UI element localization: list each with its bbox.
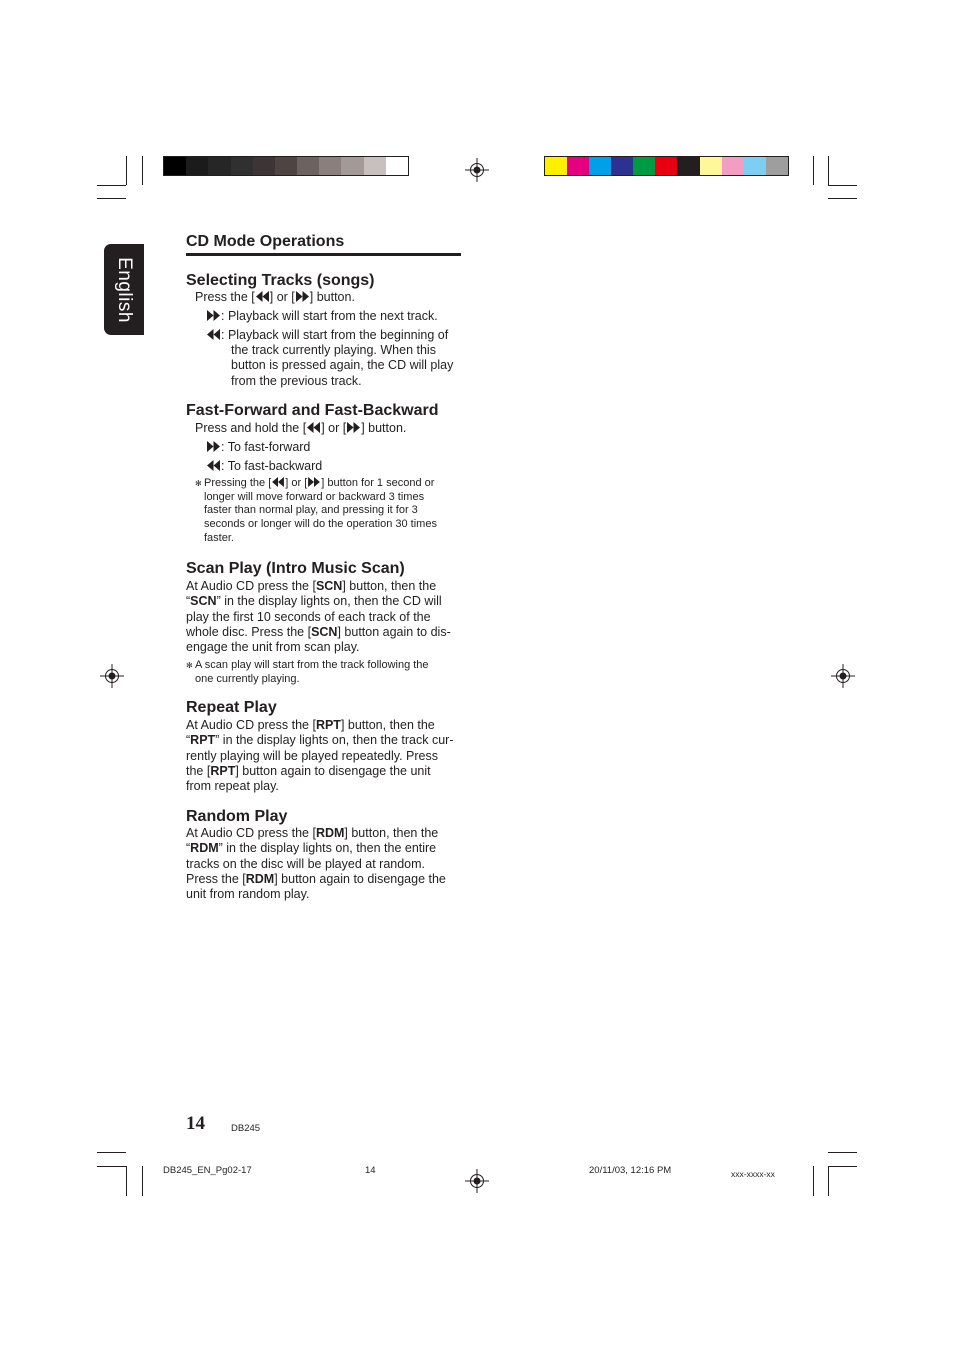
language-tab [104,244,144,335]
next-track-icon [207,310,220,321]
note-symbol: ✻ [186,661,193,670]
grayscale-bar [163,156,409,176]
color-swatch [655,157,677,175]
heading-selecting-tracks: Selecting Tracks (songs) [186,272,375,289]
color-swatch [341,157,363,175]
fastfwd-note: Pressing the [ ] or [ ] button for 1 second or longer will move forward or backward 3 times faster than normal play, and pressing it for 3 seconds or longer will do the operation 30 times faster. [204,477,437,544]
color-swatch [766,157,788,175]
fastfwd-fb-desc: : To fast-backward [207,459,322,474]
color-swatch [700,157,722,175]
selecting-next-desc: : Playback will start from the next track. [207,309,438,324]
scan-note: A scan play will start from the track following the one currently playing. [195,659,429,685]
selecting-prev-desc: : Playback will start from the beginning of [207,328,448,343]
color-swatch [364,157,386,175]
fastfwd-instruction: Press and hold the [ ] or [ ] button. [195,421,407,435]
selecting-prev-desc-cont: the track currently playing. When this button is pressed again, the CD will play from the previous track. [231,343,454,388]
heading-random-play: Random Play [186,808,288,825]
heading-fast-forward: Fast-Forward and Fast-Backward [186,402,439,419]
registration-mark-icon [831,664,855,688]
previous-track-icon [272,477,284,487]
next-track-icon [207,441,220,452]
color-swatch [589,157,611,175]
previous-track-icon [207,329,220,340]
random-body: At Audio CD press the [RDM] button, then the “RDM” in the display lights on, then the entire tracks on the disc will be played at random. Press the [RDM] button again to disengage the unit from random play. [186,826,446,902]
note-symbol: ✻ [195,479,202,488]
color-swatch [231,157,253,175]
color-swatch [677,157,699,175]
color-swatch [386,157,408,175]
slug-date: 20/11/03, 12:16 PM [589,1165,672,1176]
color-swatch [722,157,744,175]
color-swatch [186,157,208,175]
previous-track-icon [307,422,320,433]
slug-file: DB245_EN_Pg02-17 [163,1165,252,1176]
heading-repeat-play: Repeat Play [186,699,277,716]
color-swatch [545,157,567,175]
color-swatch [744,157,766,175]
model-label: DB245 [231,1123,261,1134]
selecting-instruction: Press the [ ] or [ ] button. [195,290,355,304]
next-track-icon [296,291,309,302]
language-tab-label: English [114,256,135,323]
color-bar [544,156,789,176]
registration-mark-icon [465,158,489,182]
section-title: CD Mode Operations [186,233,345,250]
color-swatch [208,157,230,175]
fastfwd-ff-desc: : To fast-forward [207,440,310,455]
registration-mark-icon [100,664,124,688]
repeat-body: At Audio CD press the [RPT] button, then the “RPT” in the display lights on, then the track cur- rently playing will be played repeatedly. Press the [RPT] button again to disengage the unit from repeat play. [186,718,454,794]
slug-page: 14 [365,1165,376,1176]
color-swatch [611,157,633,175]
section-rule [186,253,461,256]
color-swatch [253,157,275,175]
color-swatch [275,157,297,175]
next-track-icon [347,422,360,433]
page-number: 14 [186,1113,205,1134]
previous-track-icon [256,291,269,302]
color-swatch [164,157,186,175]
registration-mark-icon [465,1169,489,1193]
previous-track-icon [207,460,220,471]
heading-scan-play: Scan Play (Intro Music Scan) [186,560,405,577]
color-swatch [633,157,655,175]
color-swatch [297,157,319,175]
color-swatch [319,157,341,175]
color-swatch [567,157,589,175]
scan-body: At Audio CD press the [SCN] button, then the “SCN” in the display lights on, then the CD will play the first 10 seconds of each track of the whole disc. Press the [SCN] button again to dis- engage the unit from scan play. [186,579,451,655]
slug-code: xxx-xxxx-xx [731,1169,775,1179]
next-track-icon [308,477,320,487]
